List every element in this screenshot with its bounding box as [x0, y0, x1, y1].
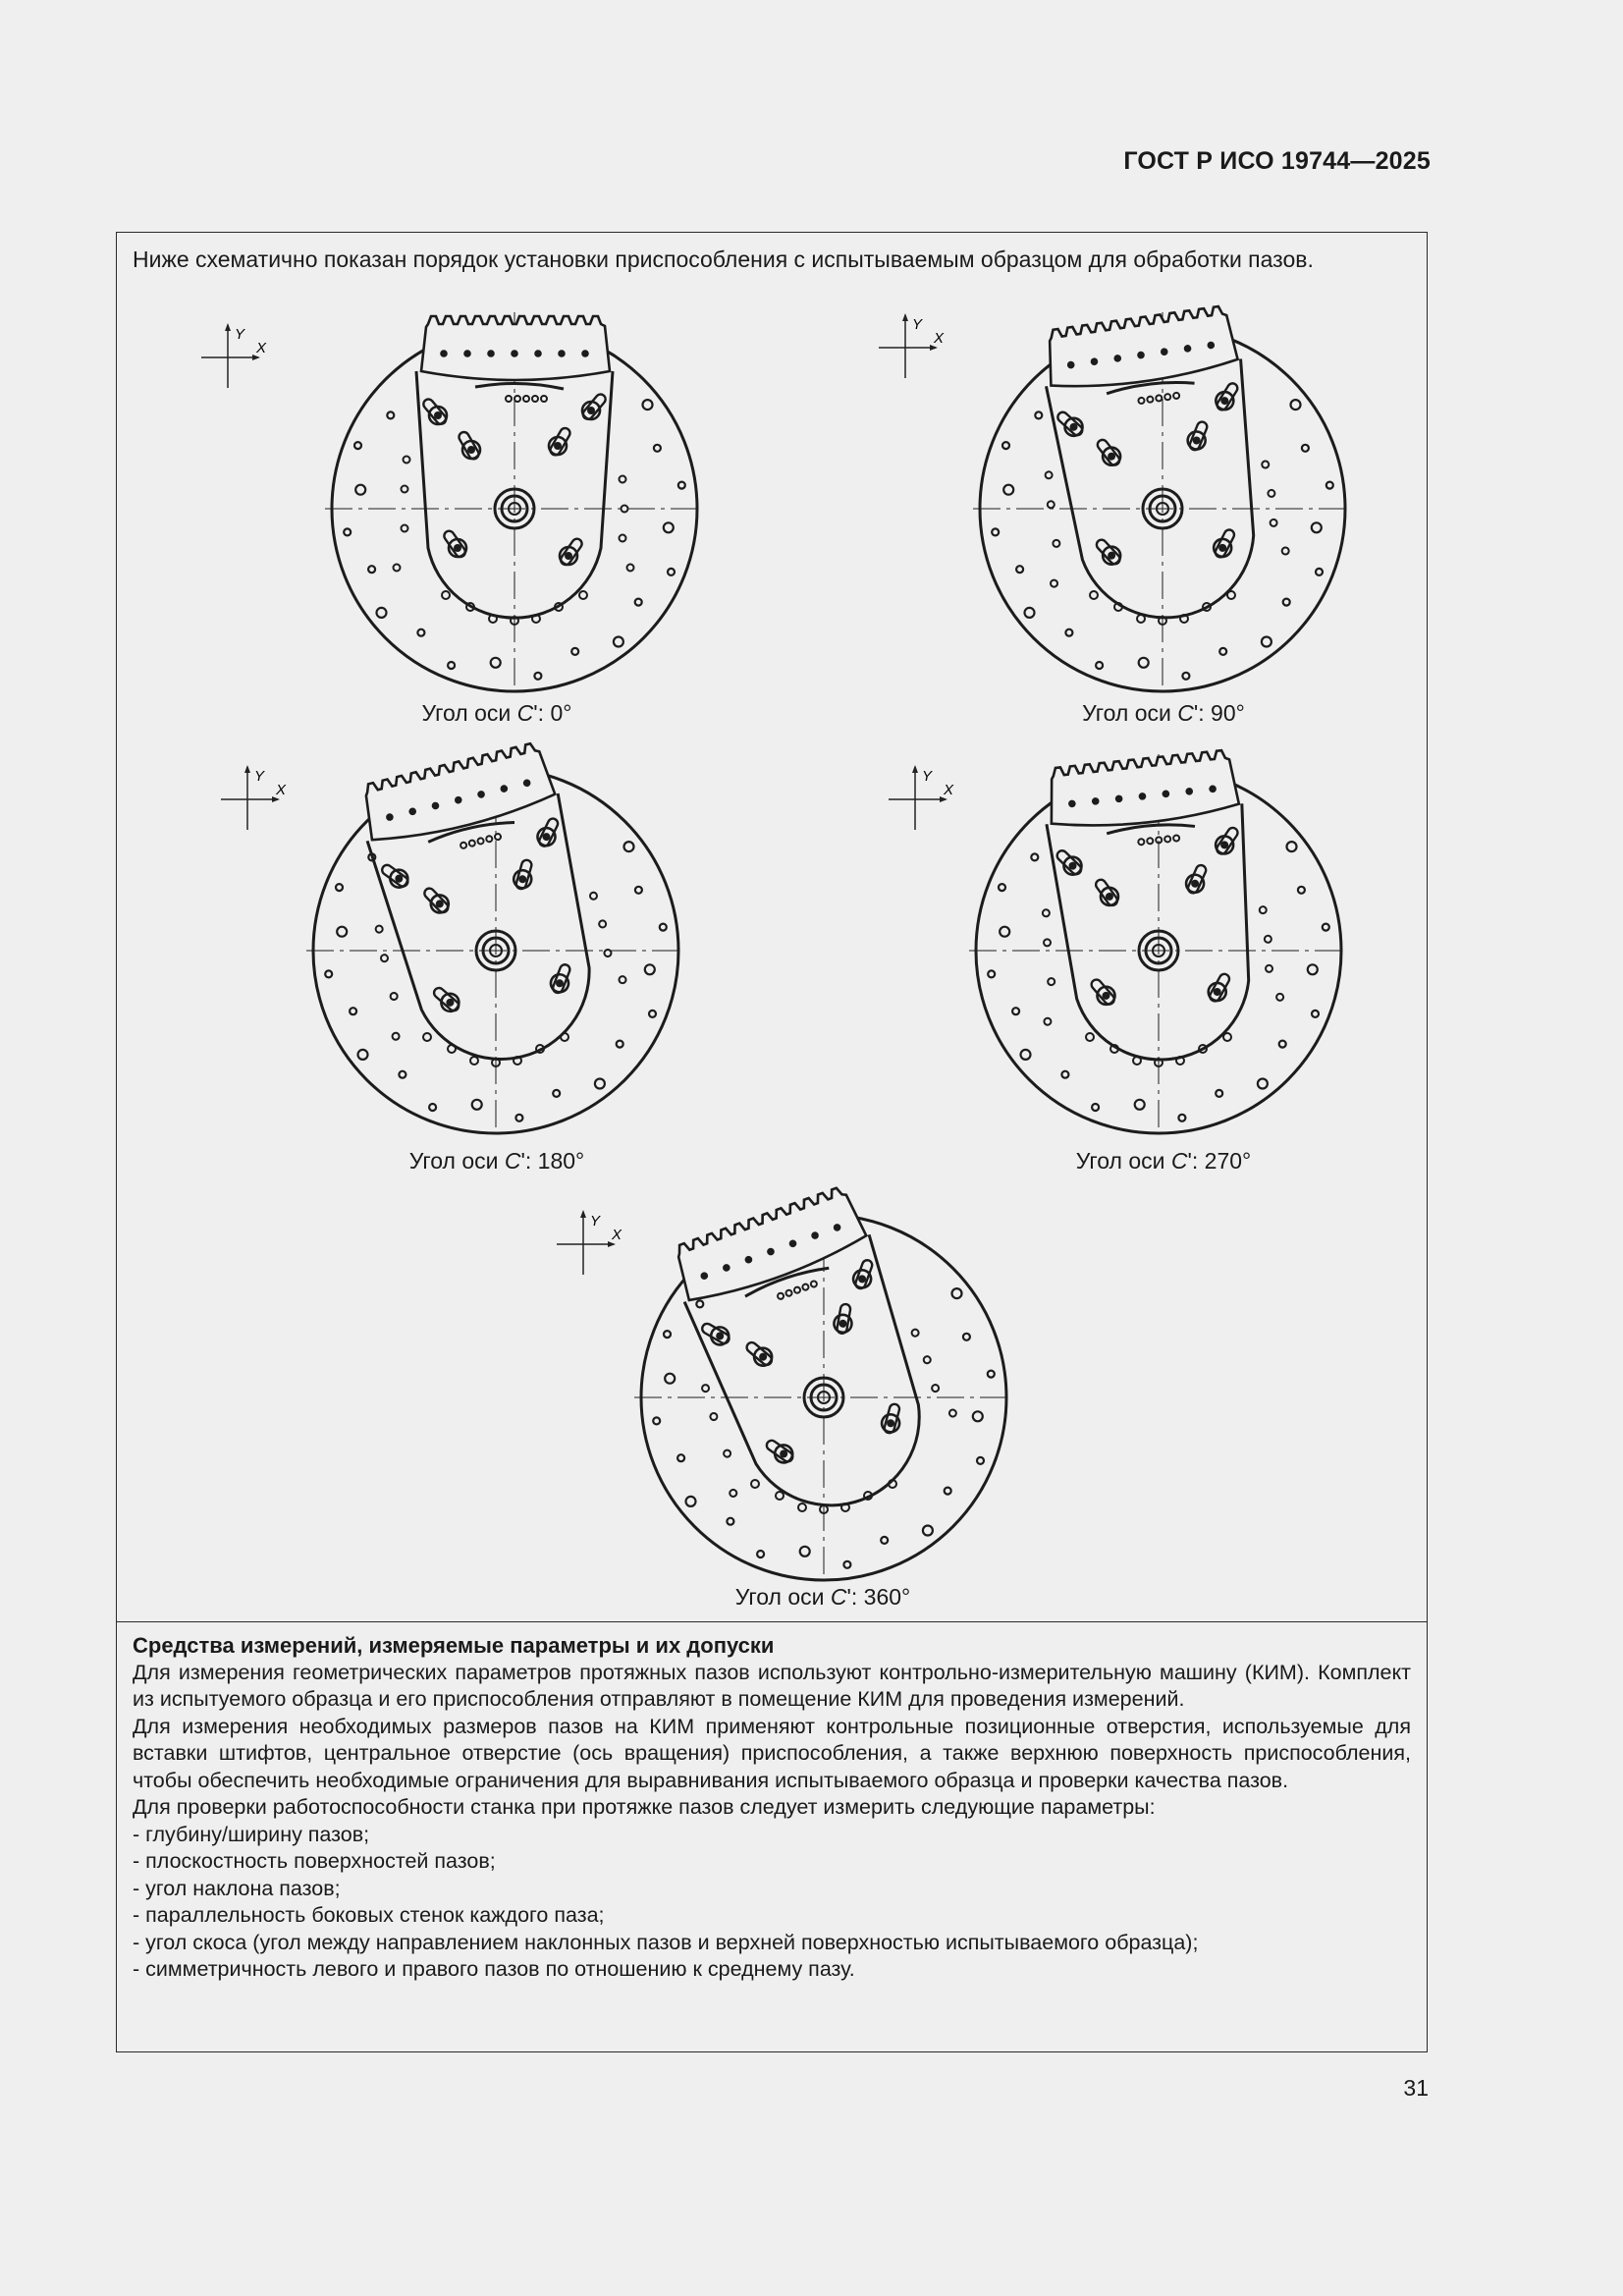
caption-90: Угол оси C': 90°: [1082, 700, 1245, 726]
list-item: - плоскостность поверхностей пазов;: [133, 1848, 1411, 1876]
axis-marker-270: [889, 763, 967, 832]
fixture-dial-270: [968, 738, 1349, 1135]
axis-y-label: Y: [235, 326, 245, 343]
axis-x-label: X: [276, 782, 287, 798]
paragraph: Для проверки работоспособности станка при протяжке пазов следует измерить следующие параметры:: [133, 1795, 1156, 1819]
axis-marker-180: [221, 763, 299, 832]
axis-y-label: Y: [922, 768, 933, 785]
fixture-dial-0: [324, 297, 705, 693]
axis-x-label: X: [944, 782, 954, 798]
document-code: ГОСТ Р ИСО 19744—2025: [1123, 147, 1431, 175]
caption-180: Угол оси C': 180°: [408, 1148, 585, 1174]
axis-x-label: X: [612, 1227, 622, 1243]
section-title: Средства измерений, измеряемые параметры и их допуски: [133, 1633, 775, 1658]
parameter-list: [133, 1822, 1411, 1984]
list-item: - угол наклона пазов;: [133, 1876, 1411, 1903]
axis-y-label: Y: [590, 1213, 601, 1230]
figure-section: [117, 233, 1427, 1622]
figure-intro: Ниже схематично показан порядок установки приспособления с испытываемым образцом для обработки пазов.: [133, 246, 1314, 272]
fixture-dial-360: [633, 1185, 1014, 1582]
measurement-section: [133, 1632, 1411, 1984]
caption-270: Угол оси C': 270°: [1075, 1148, 1252, 1174]
list-item: - параллельность боковых стенок каждого паза;: [133, 1902, 1411, 1930]
axis-marker-90: [879, 311, 957, 380]
page-number: 31: [1403, 2075, 1429, 2101]
fixture-dial-90: [972, 297, 1353, 693]
paragraph: Для измерения геометрических параметров протяжных пазов используют контрольно-измерительную машину (КИМ). Комплект из испытуемого образца и его приспособления отправляют в помещение КИМ для проведения измерений.: [133, 1660, 1411, 1711]
axis-x-label: X: [256, 340, 267, 356]
axis-y-label: Y: [912, 316, 923, 333]
caption-360: Угол оси C': 360°: [734, 1584, 911, 1610]
axis-y-label: Y: [254, 768, 265, 785]
paragraph: Для измерения необходимых размеров пазов на КИМ применяют контрольные позиционные отверстия, используемые для вставки штифтов, центральное отверстие (ось вращения) приспособления, а также верхнюю поверхность приспособления, чтобы обеспечить необходимые ограничения для выравнивания испытываемого образца и проверки качества пазов.: [133, 1714, 1411, 1792]
axis-marker-0: [201, 321, 280, 390]
axis-x-label: X: [934, 330, 945, 347]
content-frame: [116, 232, 1428, 2052]
axis-marker-360: [557, 1208, 635, 1277]
list-item: - угол скоса (угол между направлением наклонных пазов и верхней поверхностью испытываемого образца);: [133, 1930, 1411, 1957]
caption-0: Угол оси C': 0°: [421, 700, 572, 726]
fixture-dial-180: [305, 738, 686, 1135]
list-item: - глубину/ширину пазов;: [133, 1822, 1411, 1849]
list-item: - симметричность левого и правого пазов по отношению к среднему пазу.: [133, 1956, 1411, 1984]
